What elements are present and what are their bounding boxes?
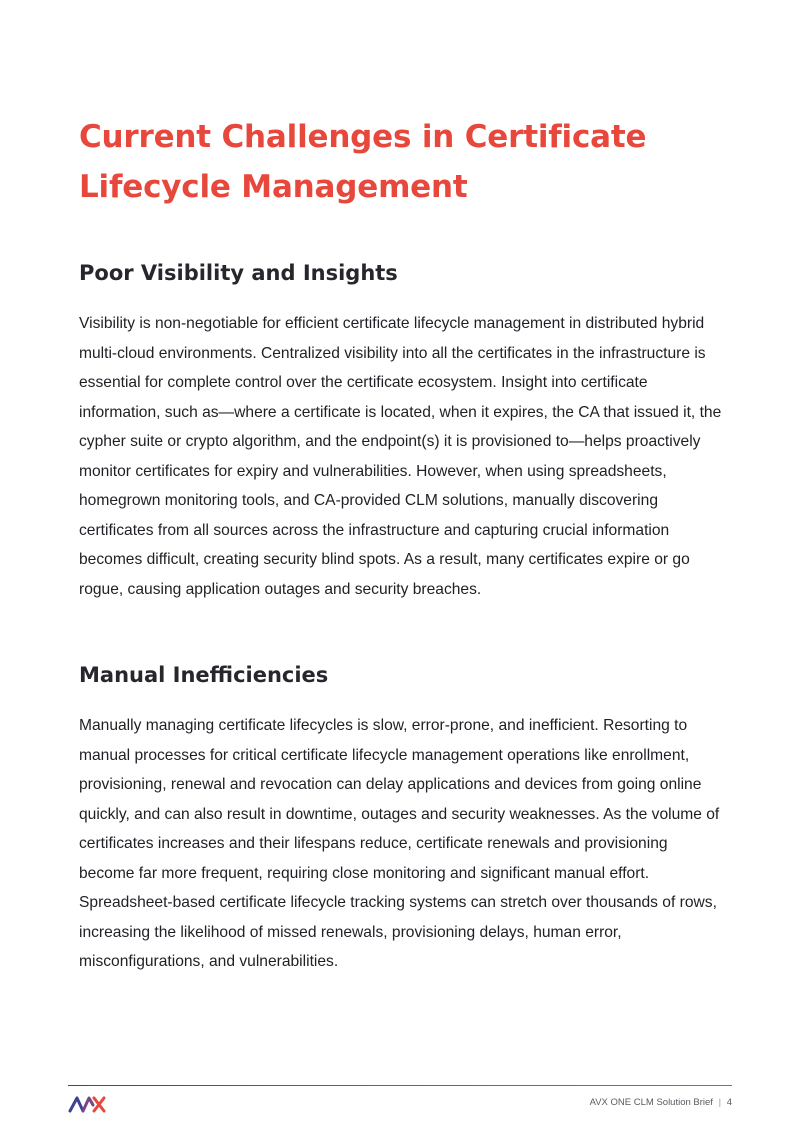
- footer-page-number: 4: [726, 1097, 732, 1108]
- footer-separator: |: [718, 1097, 722, 1108]
- section-heading-poor-visibility: Poor Visibility and Insights: [79, 261, 398, 285]
- footer-document-name: AVX ONE CLM Solution Brief: [589, 1097, 713, 1108]
- page-title: Current Challenges in Certificate Lifecycle Management: [79, 119, 647, 205]
- section-heading-manual-inefficiencies: Manual Inefficiencies: [79, 663, 329, 687]
- footer-divider: [68, 1085, 732, 1086]
- section-body-poor-visibility: Visibility is non-negotiable for efficient certificate lifecycle management in distributed hybrid multi-cloud environments. Centralized visibility into all the certificates in the infrastructure is essential for complete control over the certificate ecosystem. Insight into certificate information, such as—where a certificate is located, when it expires, the CA that issued it, the cypher suite or crypto algorithm, and the endpoint(s) it is provisioned to—helps proactively monitor certificates for expiry and vulnerabilities. However, when using spreadsheets, homegrown monitoring tools, and CA-provided CLM solutions, manually discovering certificates from all sources across the infrastructure and capturing crucial information becomes difficult, creating security blind spots. As a result, many certificates expire or go rogue, causing application outages and security breaches.: [79, 315, 722, 598]
- avx-logo: [68, 1094, 108, 1114]
- section-body-manual-inefficiencies: Manually managing certificate lifecycles is slow, error-prone, and inefficient. Resorting to manual processes for critical certificate lifecycle management operations like enrollment, provisioning, renewal and revocation can delay applications and devices from going online quickly, and can also result in downtime, outages and security weaknesses. As the volume of certificates increases and their lifespans reduce, certificate renewals and provisioning become far more frequent, requiring close monitoring and significant manual effort. Spreadsheet-based certificate lifecycle tracking systems can stretch over thousands of rows, increasing the likelihood of missed renewals, provisioning delays, human error, misconfigurations, and vulnerabilities.: [79, 717, 720, 970]
- footer-document-info: [590, 1097, 732, 1108]
